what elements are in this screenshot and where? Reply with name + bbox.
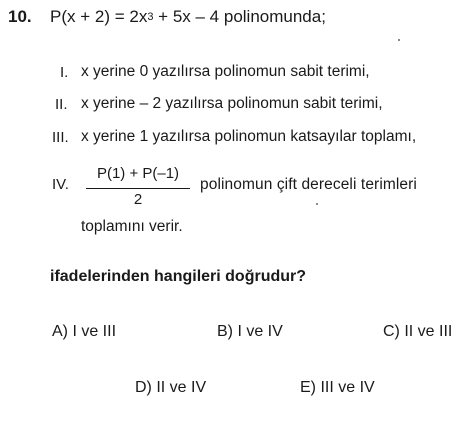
fraction-numerator: P(1) + P(–1)	[96, 165, 180, 182]
statement-3-text: x yerine 1 yazılırsa polinomun katsayılar toplamı,	[81, 128, 417, 145]
stem-suffix: + 5x – 4 polinomunda;	[153, 7, 326, 26]
choice-e[interactable]: E) III ve IV	[300, 379, 375, 396]
statement-4-fraction	[86, 165, 190, 209]
statement-4-roman: IV.	[52, 176, 69, 193]
choice-c[interactable]: C) II ve III	[383, 323, 453, 340]
stem-prefix: P(x + 2) = 2x	[50, 7, 148, 26]
scan-speck	[398, 39, 400, 41]
statement-1-roman: I.	[60, 64, 69, 81]
statement-4-continuation: toplamını verir.	[81, 218, 183, 235]
statement-4-text: polinomun çift dereceli terimleri	[200, 176, 417, 193]
statement-2-text: x yerine – 2 yazılırsa polinomun sabit terimi,	[81, 95, 383, 112]
fraction-bar	[86, 188, 190, 189]
scan-speck	[316, 203, 318, 205]
question-number: 10.	[8, 7, 32, 26]
choice-a[interactable]: A) I ve III	[52, 323, 117, 340]
fraction-denominator: 2	[133, 191, 143, 208]
question-stem	[50, 7, 326, 27]
stem-exponent: 3	[147, 11, 154, 23]
question-prompt: ifadelerinden hangileri doğrudur?	[50, 268, 307, 285]
statement-2-roman: II.	[55, 96, 68, 113]
statement-3-roman: III.	[52, 129, 69, 146]
choice-b[interactable]: B) I ve IV	[217, 323, 283, 340]
statement-1-text: x yerine 0 yazılırsa polinomun sabit terimi,	[81, 63, 370, 80]
choice-d[interactable]: D) II ve IV	[135, 379, 207, 396]
